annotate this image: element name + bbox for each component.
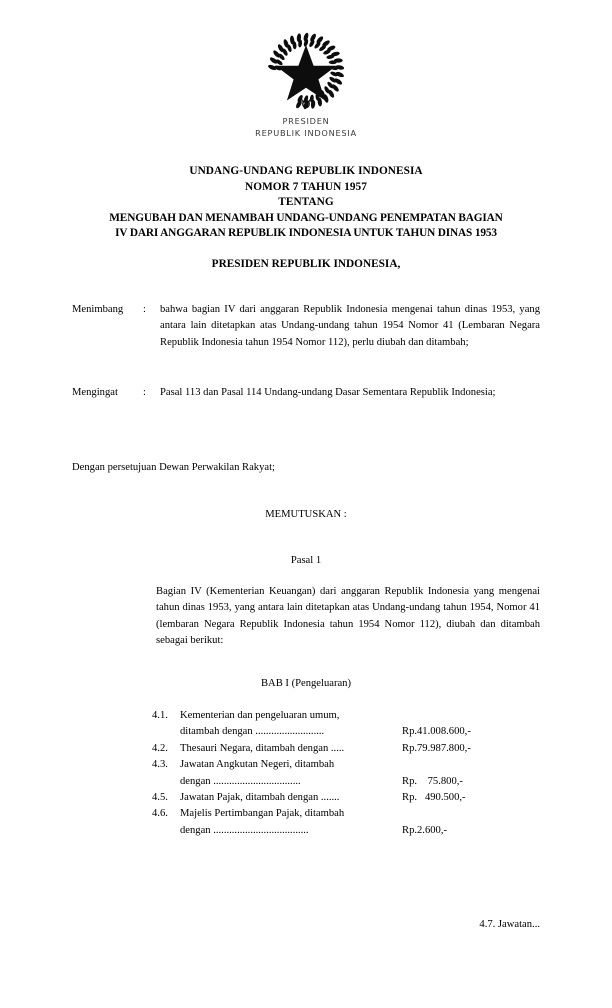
budget-item-description-cont: dengan .................................... xyxy=(180,824,309,836)
clause-menimbang xyxy=(72,302,540,351)
list-item xyxy=(152,790,552,806)
budget-item-amount: Rp.79.987.800,- xyxy=(402,742,471,754)
list-item xyxy=(152,741,552,757)
emblem-caption-line-1: PRESIDEN xyxy=(282,116,330,126)
list-item xyxy=(152,806,552,839)
budget-item-description-cont: ditambah dengan .......................... xyxy=(180,726,325,738)
budget-item-description: Kementerian dan pengeluaran umum, xyxy=(180,710,340,721)
budget-item-amount: Rp.41.008.600,- xyxy=(402,726,471,738)
budget-item-number: 4.5. xyxy=(152,792,168,804)
budget-item-description: Majelis Pertimbangan Pajak, ditambah xyxy=(180,808,345,820)
list-item xyxy=(152,708,552,741)
budget-item-description-cont: dengan ................................. xyxy=(180,775,301,787)
title-line-5: IV DARI ANGGARAN REPUBLIK INDONESIA UNTUK TAHUN DINAS 1953 xyxy=(115,227,497,240)
emblem-caption-line-2: REPUBLIK INDONESIA xyxy=(255,127,357,138)
article-heading: Pasal 1 xyxy=(290,555,322,566)
budget-item-number: 4.6. xyxy=(152,808,168,820)
clause-menimbang-body: bahwa bagian IV dari anggaran Republik Indonesia mengenai tahun dinas 1953, yang antara lain ditetapkan atas Undang-undang tahun 1954 Nomor 41 (Lembaran Negara Republik Indonesia tahun 1954 Nomor 112), perlu diubah dan ditambah; xyxy=(160,304,540,348)
budget-item-list xyxy=(152,708,552,839)
chapter-heading: BAB I (Pengeluaran) xyxy=(260,678,352,689)
decision-heading: MEMUTUSKAN : xyxy=(265,509,347,520)
budget-item-number: 4.3. xyxy=(152,759,168,771)
title-line-2: NOMOR 7 TAHUN 1957 xyxy=(245,180,367,193)
document-title xyxy=(36,164,576,242)
budget-item-amount: Rp. 490.500,- xyxy=(402,792,466,804)
indonesian-presidential-star-wreath-icon xyxy=(260,30,352,112)
title-line-3: TENTANG xyxy=(278,196,334,209)
emblem-caption xyxy=(0,116,612,139)
budget-item-number: 4.1. xyxy=(152,710,168,721)
budget-item-description: Jawatan Pajak, ditambah dengan ....... xyxy=(180,792,340,804)
list-item xyxy=(152,757,552,790)
clause-menimbang-label: Menimbang xyxy=(72,304,124,315)
budget-item-amount: Rp.2.600,- xyxy=(402,824,448,836)
title-line-1: UNDANG-UNDANG REPUBLIK INDONESIA xyxy=(189,165,423,177)
clause-mengingat-body: Pasal 113 dan Pasal 114 Undang-undang Dasar Sementara Republik Indonesia; xyxy=(160,387,496,398)
clause-mengingat-label: Mengingat xyxy=(72,387,118,398)
budget-item-description: Jawatan Angkutan Negeri, ditambah xyxy=(180,759,335,771)
article-body: Bagian IV (Kementerian Keuangan) dari anggaran Republik Indonesia yang mengenai tahun dinas 1953, yang antara lain ditetapkan atas Undang-undang tahun 1954, Nomor 41 (lembaran Negara Republik Indonesia tahun 1954 Nomor 112), diubah dan ditambah sebagai berikut: xyxy=(156,586,540,647)
presidential-emblem-block xyxy=(0,30,612,139)
title-line-4: MENGUBAH DAN MENAMBAH UNDANG-UNDANG PENEMPATAN BAGIAN xyxy=(109,211,503,224)
budget-item-description: Thesauri Negara, ditambah dengan ..... xyxy=(180,742,345,754)
approval-statement: Dengan persetujuan Dewan Perwakilan Rakyat; xyxy=(72,462,275,473)
page-continuation-note xyxy=(36,919,576,930)
budget-item-amount: Rp. 75.800,- xyxy=(402,775,463,787)
issuing-authority: PRESIDEN REPUBLIK INDONESIA, xyxy=(211,258,401,270)
clause-mengingat xyxy=(72,385,540,401)
clause-mengingat-colon: : xyxy=(143,387,146,398)
clause-menimbang-colon: : xyxy=(143,304,146,315)
continuation-text: 4.7. Jawatan... xyxy=(479,919,540,930)
budget-item-number: 4.2. xyxy=(152,742,168,754)
